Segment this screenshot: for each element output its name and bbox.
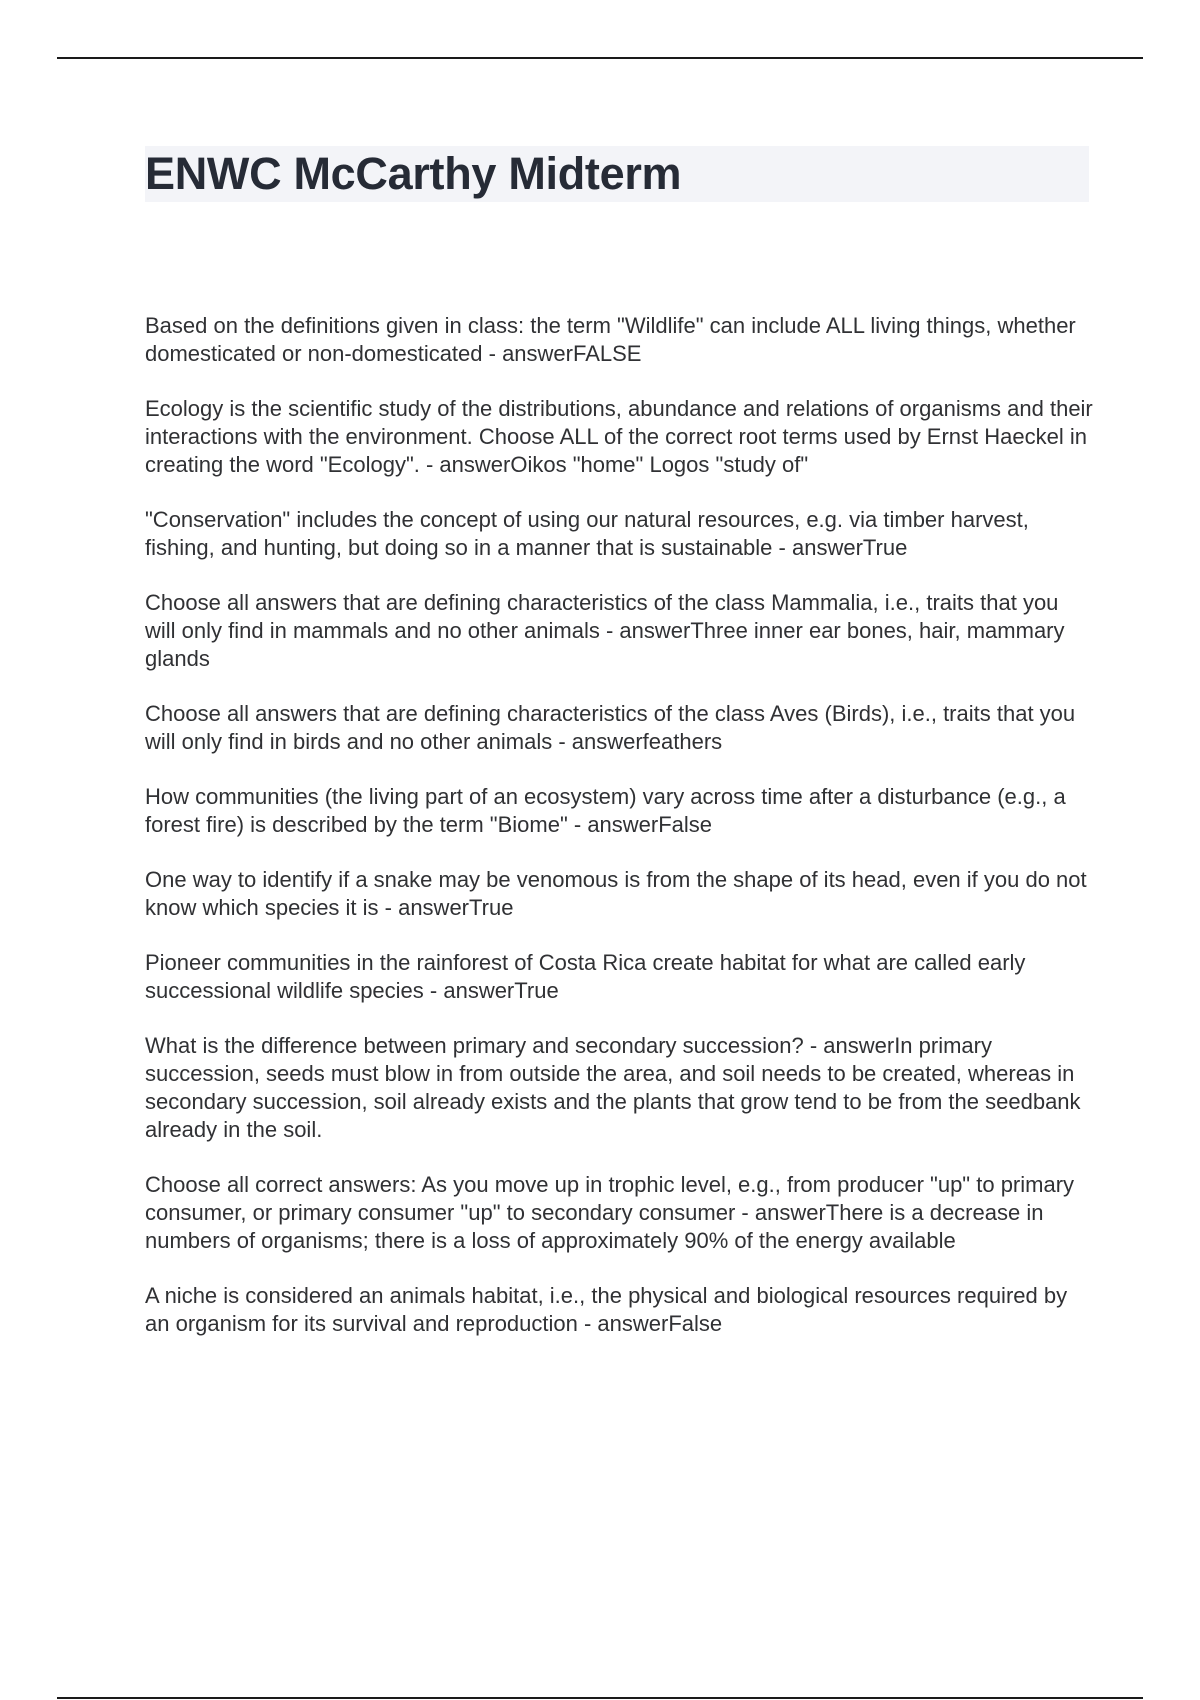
qa-item: One way to identify if a snake may be venomous is from the shape of its head, even if you do not know which species it is - answerTrue: [145, 867, 1087, 920]
qa-item: Based on the definitions given in class: the term "Wildlife" can include ALL living things, whether domesticated or non-domesticated - answerFALSE: [145, 313, 1076, 366]
page-title: ENWC McCarthy Midterm: [145, 148, 682, 199]
qa-item: A niche is considered an animals habitat, i.e., the physical and biological resources required by an organism for its survival and reproduction - answerFalse: [145, 1283, 1068, 1336]
qa-item: Choose all answers that are defining characteristics of the class Mammalia, i.e., traits that you will only find in mammals and no other animals - answerThree inner ear bones, hair, mammary glands: [145, 590, 1065, 671]
top-divider: [57, 57, 1143, 59]
qa-item: Ecology is the scientific study of the distributions, abundance and relations of organisms and their interactions with the environment. Choose ALL of the correct root terms used by Ernst Haeckel in creating the word "Ecology". - answerOikos "home" Logos "study of": [145, 396, 1093, 477]
qa-item: Pioneer communities in the rainforest of Costa Rica create habitat for what are called early successional wildlife species - answerTrue: [145, 950, 1026, 1003]
question-answer-list: [145, 312, 1095, 1365]
qa-item: "Conservation" includes the concept of using our natural resources, e.g. via timber harvest, fishing, and hunting, but doing so in a manner that is sustainable - answerTrue: [145, 507, 1029, 560]
bottom-divider: [57, 1697, 1143, 1699]
qa-item: What is the difference between primary and secondary succession? - answerIn primary succession, seeds must blow in from outside the area, and soil needs to be created, whereas in secondary succession, soil already exists and the plants that grow tend to be from the seedbank already in the soil.: [145, 1033, 1081, 1142]
qa-item: Choose all answers that are defining characteristics of the class Aves (Birds), i.e., traits that you will only find in birds and no other animals - answerfeathers: [145, 701, 1076, 754]
qa-item: Choose all correct answers: As you move up in trophic level, e.g., from producer "up" to primary consumer, or primary consumer "up" to secondary consumer - answerThere is a decrease in numbers of organisms; there is a loss of approximately 90% of the energy available: [145, 1172, 1075, 1253]
qa-item: How communities (the living part of an ecosystem) vary across time after a disturbance (e.g., a forest fire) is described by the term "Biome" - answerFalse: [145, 784, 1066, 837]
